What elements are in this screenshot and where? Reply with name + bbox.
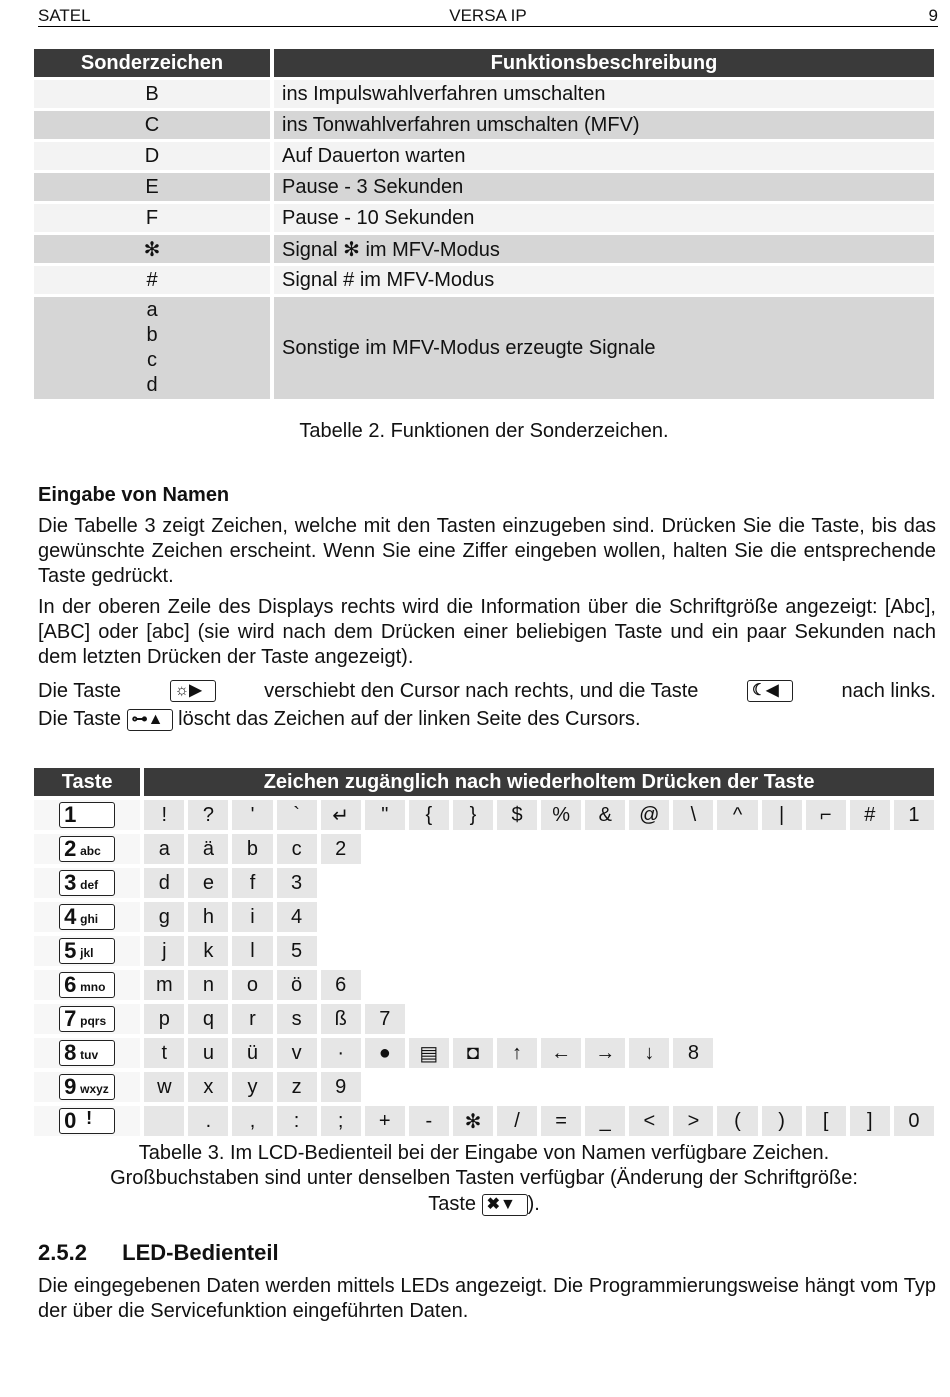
table3-header-key: Taste xyxy=(34,768,140,796)
table3-empty-cell xyxy=(497,834,537,864)
table3-empty-cell xyxy=(321,902,361,932)
table3-row xyxy=(34,1106,934,1136)
table3-char-cell: 1 xyxy=(894,800,934,830)
table3-empty-cell xyxy=(894,868,934,898)
table3-char-cell: c xyxy=(277,834,317,864)
table3-char-cell: $ xyxy=(497,800,537,830)
table2-desc-cell: Auf Dauerton warten xyxy=(274,142,934,170)
table3-char-cell: ● xyxy=(365,1038,405,1068)
table3-char-cell: ↓ xyxy=(629,1038,669,1068)
table2-desc-cell: Sonstige im MFV-Modus erzeugte Signale xyxy=(274,297,934,399)
table2-desc-cell: Signal # im MFV-Modus xyxy=(274,266,934,294)
table2-key-cell: E xyxy=(34,173,270,201)
table3-empty-cell xyxy=(409,868,449,898)
table3-char-cell: j xyxy=(144,936,184,966)
table3-char-cell: g xyxy=(144,902,184,932)
table3-empty-cell xyxy=(629,868,669,898)
table3-row xyxy=(34,936,934,966)
table3-char-cell: r xyxy=(232,1004,272,1034)
table3-empty-cell xyxy=(762,868,802,898)
table2-row xyxy=(34,297,934,399)
table2-row xyxy=(34,266,934,294)
table3-empty-cell xyxy=(629,936,669,966)
table3-empty-cell xyxy=(717,970,757,1000)
table3-char-cell: n xyxy=(188,970,228,1000)
table3-char-cell: x xyxy=(188,1072,228,1102)
table3-caption-1: Tabelle 3. Im LCD-Bedienteil bei der Eingabe von Namen verfügbare Zeichen. xyxy=(138,1142,830,1164)
table3-char-cell: ↑ xyxy=(497,1038,537,1068)
table3-char-cell: 0 xyxy=(894,1106,934,1136)
table3-char-cell: k xyxy=(188,936,228,966)
table3-empty-cell xyxy=(850,834,890,864)
table3-empty-cell xyxy=(673,970,713,1000)
table2-desc-cell: ins Tonwahlverfahren umschalten (MFV) xyxy=(274,111,934,139)
key-9-icon: 9 wxyz xyxy=(59,1074,115,1100)
table3-char-cell: , xyxy=(232,1106,272,1136)
section-led-title: LED-Bedienteil xyxy=(122,1240,279,1265)
table3-caption-3: Taste ✖▼ ). xyxy=(428,1193,540,1215)
table3-empty-cell xyxy=(762,834,802,864)
table3-empty-cell xyxy=(497,902,537,932)
table2-key-cell: C xyxy=(34,111,270,139)
table3-empty-cell xyxy=(409,970,449,1000)
table3-empty-cell xyxy=(453,970,493,1000)
table3-empty-cell xyxy=(453,902,493,932)
table3-empty-cell xyxy=(541,1072,581,1102)
table3-empty-cell xyxy=(894,1004,934,1034)
table3-char-cell: ^ xyxy=(717,800,757,830)
table3-empty-cell xyxy=(409,1004,449,1034)
paragraph-2: In der oberen Zeile des Displays rechts wird die Information über die Schriftgröße angezeigt: [Abc], [ABC] oder [abc] (sie wird nach dem Drücken einer beliebigen Taste und ein paar Sekunden nach dem letzten Drücken der Taste angezeigt). xyxy=(38,596,936,668)
table3-char-cell: 9 xyxy=(321,1072,361,1102)
keypad-key-4 xyxy=(34,902,140,932)
table3-row xyxy=(34,902,934,932)
table2-row xyxy=(34,111,934,139)
table3-char-cell: ] xyxy=(850,1106,890,1136)
table3-char-cell: · xyxy=(321,1038,361,1068)
section-number: 2.5.2 xyxy=(38,1240,87,1265)
table3-empty-cell xyxy=(850,1038,890,1068)
table2-key-cell: F xyxy=(34,204,270,232)
table3-empty-cell xyxy=(894,970,934,1000)
table3-empty-cell xyxy=(717,1004,757,1034)
table3-char-cell: m xyxy=(144,970,184,1000)
table3-empty-cell xyxy=(673,834,713,864)
table3-char-cell: ü xyxy=(232,1038,272,1068)
table3-char-cell: / xyxy=(497,1106,537,1136)
table2-caption: Tabelle 2. Funktionen der Sonderzeichen. xyxy=(299,420,669,442)
table3-char-cell: t xyxy=(144,1038,184,1068)
p3-text-a: Die Taste xyxy=(38,680,122,702)
keypad-key-6 xyxy=(34,970,140,1000)
table3-empty-cell xyxy=(585,970,625,1000)
table3-char-cell: [ xyxy=(806,1106,846,1136)
table3-char-cell: f xyxy=(232,868,272,898)
table3-char-cell: - xyxy=(409,1106,449,1136)
table3-empty-cell xyxy=(762,902,802,932)
table3-char-cell: ( xyxy=(717,1106,757,1136)
key-case-icon: ✖▼ xyxy=(482,1194,528,1216)
table3-empty-cell xyxy=(762,1038,802,1068)
table3-char-cell: . xyxy=(188,1106,228,1136)
table3-row xyxy=(34,834,934,864)
page-number: 9 xyxy=(928,6,938,25)
table3-empty-cell xyxy=(850,868,890,898)
table2-row xyxy=(34,80,934,108)
section-title-led xyxy=(38,1240,279,1266)
table3-empty-cell xyxy=(850,936,890,966)
table3-empty-cell xyxy=(453,868,493,898)
table3-char-cell: ' xyxy=(232,800,272,830)
table3-row xyxy=(34,1038,934,1068)
table3-empty-cell xyxy=(717,1072,757,1102)
table3-empty-cell xyxy=(629,1072,669,1102)
table3-empty-cell xyxy=(673,902,713,932)
table3-empty-cell xyxy=(673,1004,713,1034)
keypad-key-2 xyxy=(34,834,140,864)
keypad-key-5 xyxy=(34,936,140,966)
table3-empty-cell xyxy=(321,868,361,898)
header-product: VERSA IP xyxy=(449,6,527,25)
key-right-icon: ☼▶ xyxy=(170,680,216,702)
table2-header-key: Sonderzeichen xyxy=(34,49,270,77)
table3-char-cell: = xyxy=(541,1106,581,1136)
table3-char-cell: d xyxy=(144,868,184,898)
table3-empty-cell xyxy=(585,834,625,864)
table2-header-desc: Funktionsbeschreibung xyxy=(274,49,934,77)
table3-char-cell: ← xyxy=(541,1038,581,1068)
table3-empty-cell xyxy=(629,970,669,1000)
section-title-names: Eingabe von Namen xyxy=(38,484,230,506)
table3-empty-cell xyxy=(850,1072,890,1102)
table3-char-cell: _ xyxy=(585,1106,625,1136)
table3-caption-2: Großbuchstaben sind unter denselben Tasten verfügbar (Änderung der Schriftgröße: xyxy=(110,1167,858,1189)
paragraph-led: Die eingegebenen Daten werden mittels LEDs angezeigt. Die Programmierungsweise hängt vom Typ der über die Servicefunktion eingeführten Daten. xyxy=(38,1275,936,1322)
table2-desc-cell: Pause - 10 Sekunden xyxy=(274,204,934,232)
table3-empty-cell xyxy=(762,1072,802,1102)
table3-empty-cell xyxy=(585,936,625,966)
table3-char-cell: ⌐ xyxy=(806,800,846,830)
table3-empty-cell xyxy=(541,902,581,932)
table3-empty-cell xyxy=(806,936,846,966)
table3-char-cell: p xyxy=(144,1004,184,1034)
table3-empty-cell xyxy=(673,936,713,966)
table3-char-cell: w xyxy=(144,1072,184,1102)
table3-char-cell: % xyxy=(541,800,581,830)
table3-empty-cell xyxy=(453,834,493,864)
table3-empty-cell xyxy=(453,1072,493,1102)
table3-empty-cell xyxy=(717,902,757,932)
table2-row xyxy=(34,142,934,170)
table3-empty-cell xyxy=(894,1072,934,1102)
table3-char-cell: \ xyxy=(673,800,713,830)
key-5-icon: 5 jkl xyxy=(59,938,115,964)
table3-char-cell: < xyxy=(629,1106,669,1136)
key-4-icon: 4 ghi xyxy=(59,904,115,930)
table3-char-cell: e xyxy=(188,868,228,898)
table2-row xyxy=(34,173,934,201)
table3-empty-cell xyxy=(806,1004,846,1034)
table3-empty-cell xyxy=(497,936,537,966)
table3-empty-cell xyxy=(806,970,846,1000)
table3-char-cell: ▤ xyxy=(409,1038,449,1068)
page-header xyxy=(38,6,938,27)
table3-header-chars: Zeichen zugänglich nach wiederholtem Drücken der Taste xyxy=(144,768,934,796)
table2-key-cell: B xyxy=(34,80,270,108)
table3-char-cell: | xyxy=(762,800,802,830)
key-2-icon: 2 abc xyxy=(59,836,115,862)
table3-empty-cell xyxy=(894,834,934,864)
key-left-icon: ☾◀ xyxy=(747,680,793,702)
table3-char-cell: s xyxy=(277,1004,317,1034)
table3-empty-cell xyxy=(629,834,669,864)
table2-row xyxy=(34,204,934,232)
table3-empty-cell xyxy=(409,902,449,932)
table3-char-cell: { xyxy=(409,800,449,830)
table3-char-cell: " xyxy=(365,800,405,830)
table3-char-cell: v xyxy=(277,1038,317,1068)
table3-empty-cell xyxy=(321,936,361,966)
table2-key-cell: ✻ xyxy=(34,235,270,263)
key-3-icon: 3 def xyxy=(59,870,115,896)
table3-char-cell: b xyxy=(232,834,272,864)
table3-empty-cell xyxy=(894,936,934,966)
table3-empty-cell xyxy=(365,1072,405,1102)
table3-char-cell: > xyxy=(673,1106,713,1136)
table2-key-cell: # xyxy=(34,266,270,294)
table3-empty-cell xyxy=(629,902,669,932)
table3-empty-cell xyxy=(717,834,757,864)
table3-char-cell: : xyxy=(277,1106,317,1136)
table3-empty-cell xyxy=(806,1072,846,1102)
table3-char-cell xyxy=(144,1106,184,1136)
p3-text-b: verschiebt den Cursor nach rechts, und die Taste xyxy=(264,680,699,702)
table3-empty-cell xyxy=(585,868,625,898)
table3-char-cell: 7 xyxy=(365,1004,405,1034)
table3-empty-cell xyxy=(585,1004,625,1034)
table3-empty-cell xyxy=(762,936,802,966)
table3-char-cell: 3 xyxy=(277,868,317,898)
table3-char-cell: ß xyxy=(321,1004,361,1034)
key-8-icon: 8 tuv xyxy=(59,1040,115,1066)
table3-empty-cell xyxy=(806,834,846,864)
table3-char-cell: 4 xyxy=(277,902,317,932)
table3-char-cell: ? xyxy=(188,800,228,830)
table3-empty-cell xyxy=(541,936,581,966)
table3-char-cell: + xyxy=(365,1106,405,1136)
table3-empty-cell xyxy=(762,970,802,1000)
table3-empty-cell xyxy=(365,868,405,898)
table3-char-cell: a xyxy=(144,834,184,864)
table3-empty-cell xyxy=(497,868,537,898)
table3-char-cell: ` xyxy=(277,800,317,830)
table2-key-cell: D xyxy=(34,142,270,170)
table3-empty-cell xyxy=(717,936,757,966)
table3-empty-cell xyxy=(497,970,537,1000)
table3-empty-cell xyxy=(541,1004,581,1034)
table3-empty-cell xyxy=(409,1072,449,1102)
table3-empty-cell xyxy=(717,1038,757,1068)
table3-empty-cell xyxy=(850,970,890,1000)
table2-desc-cell: Signal ✻ im MFV-Modus xyxy=(274,235,934,263)
table3-empty-cell xyxy=(541,834,581,864)
table3-empty-cell xyxy=(673,868,713,898)
table3-empty-cell xyxy=(365,970,405,1000)
table3-empty-cell xyxy=(806,902,846,932)
table3-empty-cell xyxy=(409,936,449,966)
header-brand: SATEL xyxy=(38,6,91,25)
table3-empty-cell xyxy=(673,1072,713,1102)
table3-empty-cell xyxy=(497,1004,537,1034)
table3-char-cell: } xyxy=(453,800,493,830)
table3-empty-cell xyxy=(585,902,625,932)
table3-char-cell: @ xyxy=(629,800,669,830)
table3-row xyxy=(34,1004,934,1034)
table3-char-cell: → xyxy=(585,1038,625,1068)
table3-char-cell: 6 xyxy=(321,970,361,1000)
p3-text-d: Die Taste xyxy=(38,708,122,730)
table3-char-cell: q xyxy=(188,1004,228,1034)
keypad-key-3 xyxy=(34,868,140,898)
table3-char-cell: & xyxy=(585,800,625,830)
table3-empty-cell xyxy=(850,1004,890,1034)
table3-char-cell: 2 xyxy=(321,834,361,864)
table3-char-cell: y xyxy=(232,1072,272,1102)
table3-char-cell: ö xyxy=(277,970,317,1000)
keypad-key-9 xyxy=(34,1072,140,1102)
name-characters-table xyxy=(30,764,938,1140)
table2-desc-cell: ins Impulswahlverfahren umschalten xyxy=(274,80,934,108)
table3-row xyxy=(34,868,934,898)
table3-empty-cell xyxy=(762,1004,802,1034)
table3-empty-cell xyxy=(497,1072,537,1102)
key-1-icon: 1 xyxy=(59,802,115,828)
table3-char-cell: 5 xyxy=(277,936,317,966)
table3-char-cell: ä xyxy=(188,834,228,864)
paragraph-3 xyxy=(38,677,936,733)
table3-char-cell: o xyxy=(232,970,272,1000)
key-6-icon: 6 mno xyxy=(59,972,115,998)
table3-empty-cell xyxy=(717,868,757,898)
key-0-icon: 0 ! xyxy=(59,1108,115,1134)
table3-char-cell: i xyxy=(232,902,272,932)
keypad-key-8 xyxy=(34,1038,140,1068)
table3-char-cell: ! xyxy=(144,800,184,830)
table3-row xyxy=(34,1072,934,1102)
table3-empty-cell xyxy=(585,1072,625,1102)
table2-key-cell: a b c d xyxy=(34,297,270,399)
table3-empty-cell xyxy=(365,936,405,966)
table3-char-cell: u xyxy=(188,1038,228,1068)
table3-empty-cell xyxy=(541,868,581,898)
table3-char-cell: ↵ xyxy=(321,800,361,830)
table3-empty-cell xyxy=(453,1004,493,1034)
table3-empty-cell xyxy=(894,902,934,932)
table3-empty-cell xyxy=(541,970,581,1000)
table3-char-cell: ; xyxy=(321,1106,361,1136)
table3-empty-cell xyxy=(453,936,493,966)
keypad-key-1 xyxy=(34,800,140,830)
table3-char-cell: h xyxy=(188,902,228,932)
table3-empty-cell xyxy=(806,868,846,898)
key-delete-icon: ⊶▲ xyxy=(127,709,173,731)
special-characters-table xyxy=(30,46,938,402)
paragraph-1: Die Tabelle 3 zeigt Zeichen, welche mit den Tasten einzugeben sind. Drücken Sie die Taste, bis das gewünschte Zeichen erscheint. Wenn Sie eine Ziffer eingeben wollen, halten Sie die entsprechende Taste gedrückt. xyxy=(38,515,936,587)
table3-char-cell: z xyxy=(277,1072,317,1102)
table3-char-cell: ◘ xyxy=(453,1038,493,1068)
p3-text-e: löscht das Zeichen auf der linken Seite des Cursors. xyxy=(178,708,641,730)
table3-char-cell: # xyxy=(850,800,890,830)
table3-empty-cell xyxy=(629,1004,669,1034)
keypad-key-7 xyxy=(34,1004,140,1034)
table3-empty-cell xyxy=(409,834,449,864)
table3-char-cell: ✻ xyxy=(453,1106,493,1136)
table3-char-cell: ) xyxy=(762,1106,802,1136)
table2-desc-cell: Pause - 3 Sekunden xyxy=(274,173,934,201)
table3-row xyxy=(34,800,934,830)
key-7-icon: 7 pqrs xyxy=(59,1006,115,1032)
p3-text-c: nach links. xyxy=(841,680,936,702)
table3-empty-cell xyxy=(850,902,890,932)
table3-row xyxy=(34,970,934,1000)
table3-char-cell: 8 xyxy=(673,1038,713,1068)
keypad-key-0 xyxy=(34,1106,140,1136)
table3-empty-cell xyxy=(365,834,405,864)
table3-char-cell: l xyxy=(232,936,272,966)
table3-empty-cell xyxy=(365,902,405,932)
table3-empty-cell xyxy=(894,1038,934,1068)
table2-row xyxy=(34,235,934,263)
table3-empty-cell xyxy=(806,1038,846,1068)
